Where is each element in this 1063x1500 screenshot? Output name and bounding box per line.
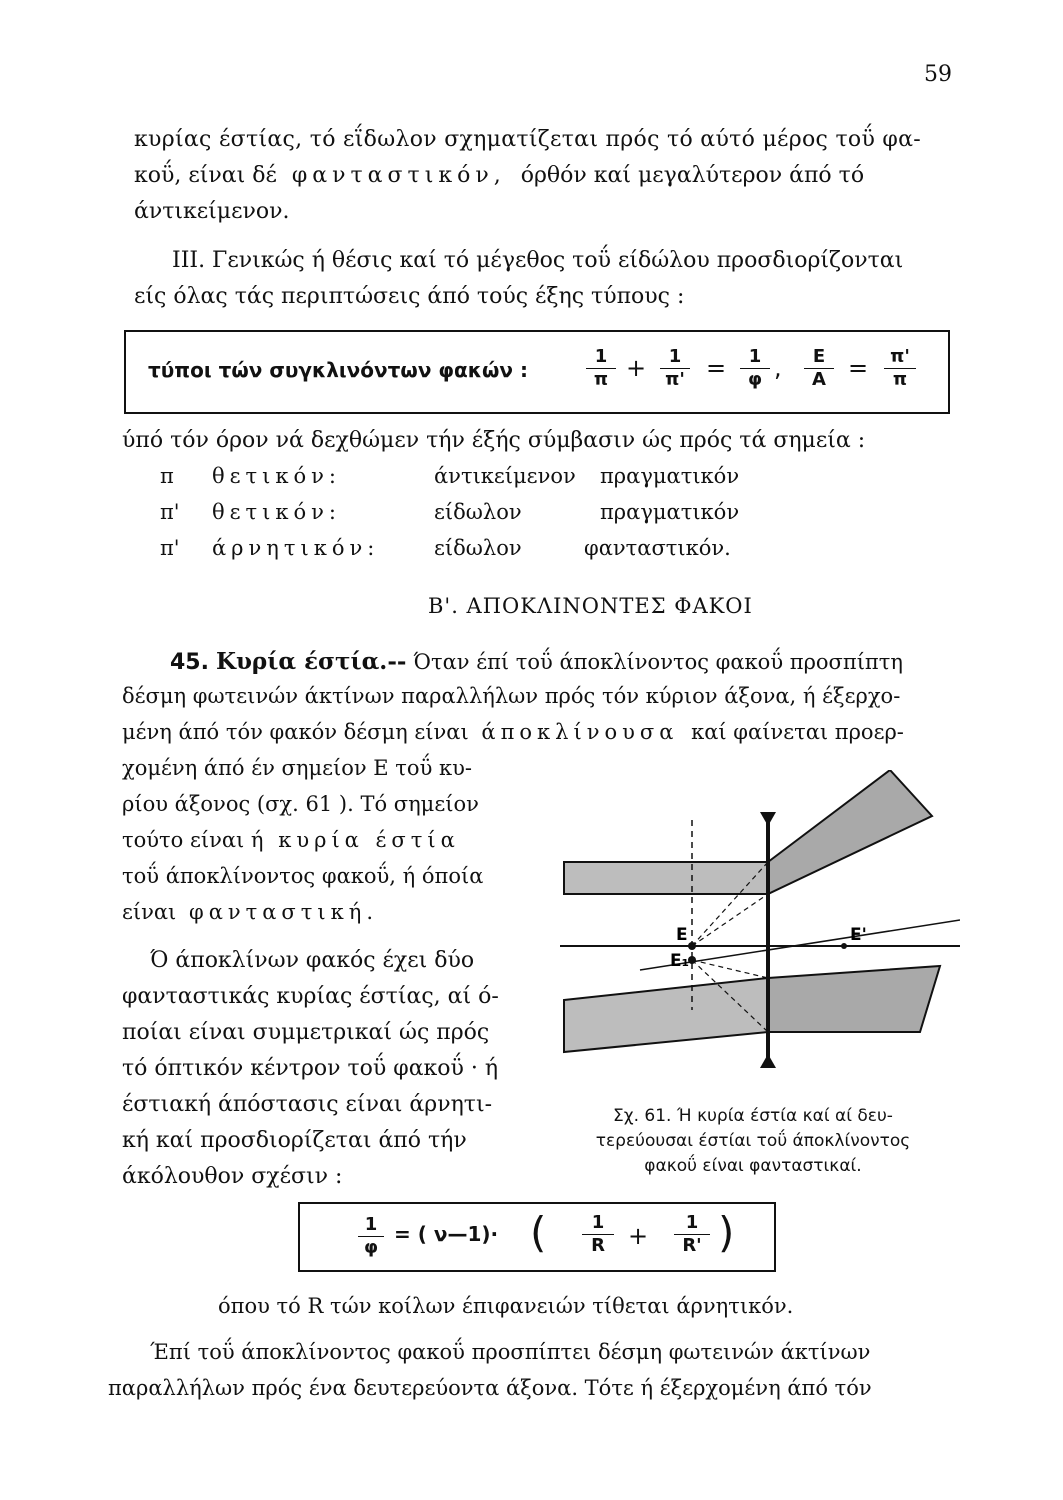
fraction-1-over-phi [740, 346, 770, 391]
sign-nature: φανταστικόν. [584, 536, 731, 560]
plus-sign: + [628, 1222, 649, 1250]
para2-line-3: ποίαι είναι συμμετρικαί ώς πρός [122, 1020, 490, 1045]
fraction-1-over-phi [358, 1214, 384, 1259]
lens-arrow-top-icon [760, 812, 776, 826]
label-E-prime: Ε' [850, 925, 867, 945]
para2-line-5: έστιακή άπόστασις είναι άρνητι- [122, 1092, 493, 1117]
article-number: 45. [170, 650, 209, 675]
intro-line-2-start: κοΰ, είναι δέ [134, 163, 277, 188]
fraction-1-over-R-prime [674, 1212, 710, 1257]
fraction-numerator: π' [884, 346, 916, 369]
article-title: Κυρία έστία.-- [215, 648, 407, 675]
caption-line-2: τερεύουσαι έστίαι τοΰ άποκλίνοντος [595, 1131, 911, 1151]
section-iii-line-2: είς όλας τάς περιπτώσεις άπό τούς έξης τύπους : [134, 284, 685, 309]
article-emphasis-virtual: φανταστική. [188, 900, 379, 924]
fraction-denominator: Α [812, 369, 826, 390]
para2-line-2: φανταστικάς κυρίας έστίας, αί ό- [122, 984, 499, 1009]
fraction-numerator: 1 [674, 1212, 710, 1235]
page-number: 59 [924, 62, 952, 87]
article-45-line-6 [122, 828, 460, 852]
sign-value: θετικόν: [212, 500, 341, 524]
plus-sign: + [626, 354, 647, 382]
comma: , [774, 354, 782, 382]
fraction-numerator: 1 [586, 346, 616, 369]
focal-point-E [688, 942, 696, 950]
final-line-1: Έπί τοΰ άποκλίνοντος φακοΰ προσπίπτει δέσμη φωτεινών άκτίνων [150, 1340, 871, 1364]
virtual-ray [692, 960, 768, 978]
article-45-line-3-end: καί φαίνεται προερ- [691, 720, 904, 744]
fraction-denominator: π' [665, 369, 685, 390]
figure-caption [548, 1104, 958, 1179]
after-formula-line: όπου τό R τών κοίλων έπιφανειών τίθεται άρνητικόν. [218, 1294, 794, 1318]
para2-line-6: κή καί προσδιορίζεται άπό τήν [122, 1128, 467, 1153]
focal-point-E1 [688, 956, 696, 964]
intro-line-2-end: όρθόν καί μεγαλύτερον άπό τό [520, 163, 865, 188]
label-E: Ε [676, 925, 688, 945]
fraction-denominator: R [591, 1235, 605, 1256]
article-45-line-1-text: Όταν έπί τοΰ άποκλίνοντος φακοΰ προσπίπτη [413, 650, 903, 674]
article-45-line-8-start: είναι [122, 900, 177, 924]
intro-line-2 [134, 163, 864, 188]
fraction-1-over-pi [586, 346, 616, 391]
article-45-line-7: τοΰ άποκλίνοντος φακοΰ, ή όποία [122, 864, 484, 888]
fraction-pi-prime-over-pi [884, 346, 916, 391]
sign-value: θετικόν: [212, 464, 341, 488]
fraction-denominator: π [593, 369, 609, 390]
formula-box-label: τύποι τών συγκλινόντων φακών : [148, 358, 528, 382]
fraction-numerator: 1 [740, 346, 770, 369]
intro-emphasis-fantastic: φανταστικόν, [291, 163, 506, 188]
article-45-line-8 [122, 900, 378, 924]
formula-box [124, 330, 950, 414]
fraction-numerator: 1 [582, 1212, 614, 1235]
lens-arrow-bottom-icon [760, 1054, 776, 1068]
fraction-denominator: φ [747, 369, 763, 390]
figure-61-diverging-lens [560, 770, 960, 1100]
intro-line-1: κυρίας έστίας, τό εΐδωλον σχηματίζεται πρός τό αύτό μέρος τοΰ φα- [134, 127, 922, 152]
fraction-denominator: R' [682, 1235, 702, 1256]
equals-sign: = [706, 354, 727, 382]
outgoing-beam-lower [768, 966, 940, 1032]
article-45-line-3-start: μένη άπό τόν φακόν δέσμη είναι [122, 720, 469, 744]
fraction-denominator: φ [363, 1237, 379, 1258]
fraction-denominator: π [892, 369, 908, 390]
article-45-line-2: δέσμη φωτεινών άκτίνων παραλλήλων πρός τόν κύριον άξονα, ή έξερχο- [122, 684, 901, 708]
article-emphasis-principal-focus: κυρία έστία [278, 828, 460, 852]
close-paren: ) [718, 1208, 735, 1257]
para2-line-4: τό όπτικόν κέντρον τοΰ φακοΰ · ή [122, 1056, 499, 1081]
sign-value: άρνητικόν: [212, 536, 380, 560]
para2-line-7: άκόλουθον σχέσιν : [122, 1164, 343, 1189]
outgoing-beam-upper [768, 770, 932, 894]
section-iii-line-1: ΙΙΙ. Γενικώς ή θέσις καί τό μέγεθος τοΰ είδώλου προσδιορίζονται [172, 248, 904, 273]
intro-line-3: άντικείμενον. [134, 199, 290, 224]
sign-object: είδωλον [434, 536, 522, 560]
final-line-2: παραλλήλων πρός ένα δευτερεύοντα άξονα. Τότε ή έξερχομένη άπό τόν [108, 1376, 872, 1400]
focal-point-E-prime [841, 943, 847, 949]
equals-sign: = [848, 354, 869, 382]
para2-line-1: Ό άποκλίνων φακός έχει δύο [150, 948, 475, 973]
condition-line: ύπό τόν όρον νά δεχθώμεν τήν έξής σύμβασιν ώς πρός τά σημεία : [122, 428, 866, 453]
sign-symbol: π [160, 464, 174, 488]
sign-nature: πραγματικόν [600, 464, 740, 488]
fraction-numerator: Ε [804, 346, 834, 369]
article-emphasis-diverging: άποκλίνουσα [481, 720, 679, 744]
fraction-1-over-R [582, 1212, 614, 1257]
incoming-beam-lower [564, 978, 768, 1052]
open-paren: ( [530, 1208, 547, 1257]
section-heading: Β'. ΑΠΟΚΛΙΝΟΝΤΕΣ ΦΑΚΟΙ [428, 594, 753, 618]
article-45-line-4: χομένη άπό έν σημείον Ε τοΰ κυ- [122, 756, 472, 780]
lens-formula-box [298, 1202, 776, 1272]
virtual-ray [692, 894, 768, 946]
sign-object: άντικείμενον [434, 464, 576, 488]
lens-formula-middle: = ( ν—1)· [394, 1222, 499, 1246]
sign-symbol: π' [160, 500, 180, 524]
fraction-1-over-pi-prime [660, 346, 690, 391]
article-45-line-6-start: τούτο είναι ή [122, 828, 264, 852]
article-45-line-5: ρίου άξονος (σχ. 61 ). Τό σημείον [122, 792, 479, 816]
incoming-beam-upper [564, 862, 768, 894]
sign-symbol: π' [160, 536, 180, 560]
label-E1: Ε₁ [670, 951, 690, 971]
fraction-E-over-A [804, 346, 834, 391]
caption-line-3: φακοΰ είναι φανταστικαί. [644, 1156, 862, 1176]
article-45-line-1 [170, 648, 903, 675]
fraction-numerator: 1 [358, 1214, 384, 1237]
sign-object: είδωλον [434, 500, 522, 524]
sign-nature: πραγματικόν [600, 500, 740, 524]
article-45-line-3 [122, 720, 904, 744]
fraction-numerator: 1 [660, 346, 690, 369]
caption-line-1: Σχ. 61. Ή κυρία έστία καί αί δευ- [613, 1106, 893, 1126]
